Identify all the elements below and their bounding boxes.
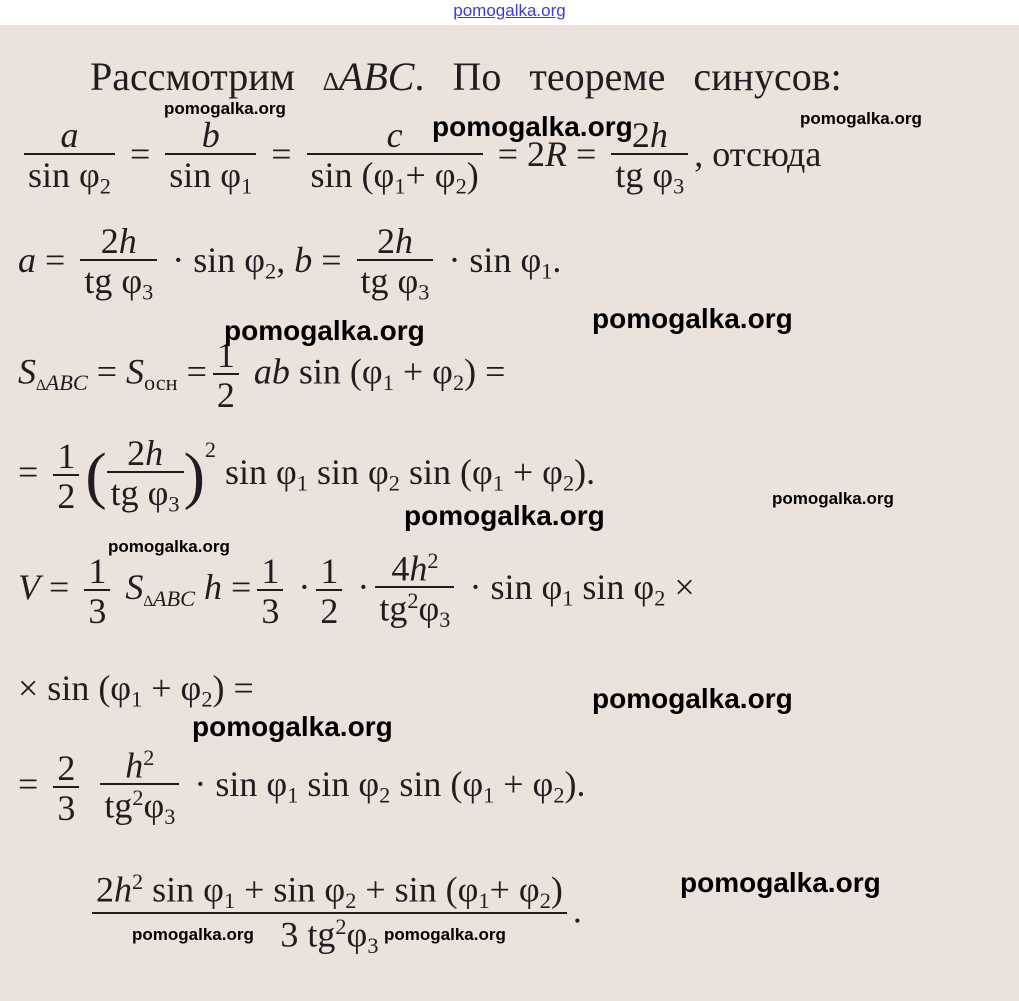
watermark: pomogalka.org — [432, 111, 633, 142]
watermark: pomogalka.org — [224, 315, 425, 346]
formula-volume: V = $\frac{1}{3}$ $S_{\Delta ABC}$ h = $\frac{1}{3}$ · $\frac{1}{2}$ · $\frac{4h^2}{tg^2\varphi_3}$ · $\sin \varphi_1$ $\sin \varphi_2$ × — [18, 548, 695, 633]
formula-volume-result: = $\frac{2}{3}$ $\frac{h^2}{tg^2\varphi_3}$ · $\sin \varphi_1$ $\sin \varphi_2$ $\sin (\varphi_1 + \varphi_2)$. — [18, 745, 586, 830]
formula-law-of-sines: $\frac{a}{\sin \varphi_2}$ = $\frac{b}{\sin \varphi_1}$ = $\frac{c}{\sin (\varphi_1+ \varphi_2)}$ = 2R = $\frac{2h}{tg \varphi_3}$ , отсюда — [18, 117, 821, 198]
watermark: pomogalka.org — [772, 489, 894, 508]
watermark: pomogalka.org — [592, 683, 793, 714]
formula-area: $S_{\Delta ABC} = S_{осн}$ = $\frac{1}{2}$ ab $\sin (\varphi_1 + \varphi_2)$ = — [18, 335, 506, 415]
watermark: pomogalka.org — [800, 109, 922, 128]
watermark: pomogalka.org — [108, 537, 230, 556]
top-bar — [0, 0, 1019, 25]
formula-sides: a = $\frac{2h}{tg \varphi_3}$ · $\sin \varphi_2$, b = $\frac{2h}{tg \varphi_3}$ · $\sin \varphi_1$. — [18, 221, 562, 305]
watermark: pomogalka.org — [680, 867, 881, 898]
formula-volume-cont: × $\sin (\varphi_1 + \varphi_2)$ = — [18, 668, 254, 712]
watermark: pomogalka.org — [164, 99, 286, 118]
textbook-scan — [0, 25, 1019, 1001]
site-link[interactable]: pomogalka.org — [453, 1, 566, 20]
watermark: pomogalka.org — [384, 925, 506, 944]
formula-area-expanded: = $\frac{1}{2}$ ( $\frac{2h}{tg \varphi_3}$ )$^2$ $\sin \varphi_1$ $\sin \varphi_2$ $\sin (\varphi_1 + \varphi_2)$. — [18, 433, 596, 517]
formula-final: $\frac{2h^2 \sin \varphi_1 + \sin \varphi_2 + \sin (\varphi_1+ \varphi_2)}{3 tg^2\varphi_3}$ . — [86, 871, 582, 958]
line-intro: Рассмотрим ∆ABC. По теореме синусов: — [90, 54, 842, 99]
watermark: pomogalka.org — [404, 500, 605, 531]
watermark: pomogalka.org — [132, 925, 254, 944]
watermark: pomogalka.org — [192, 711, 393, 742]
watermark: pomogalka.org — [592, 303, 793, 334]
